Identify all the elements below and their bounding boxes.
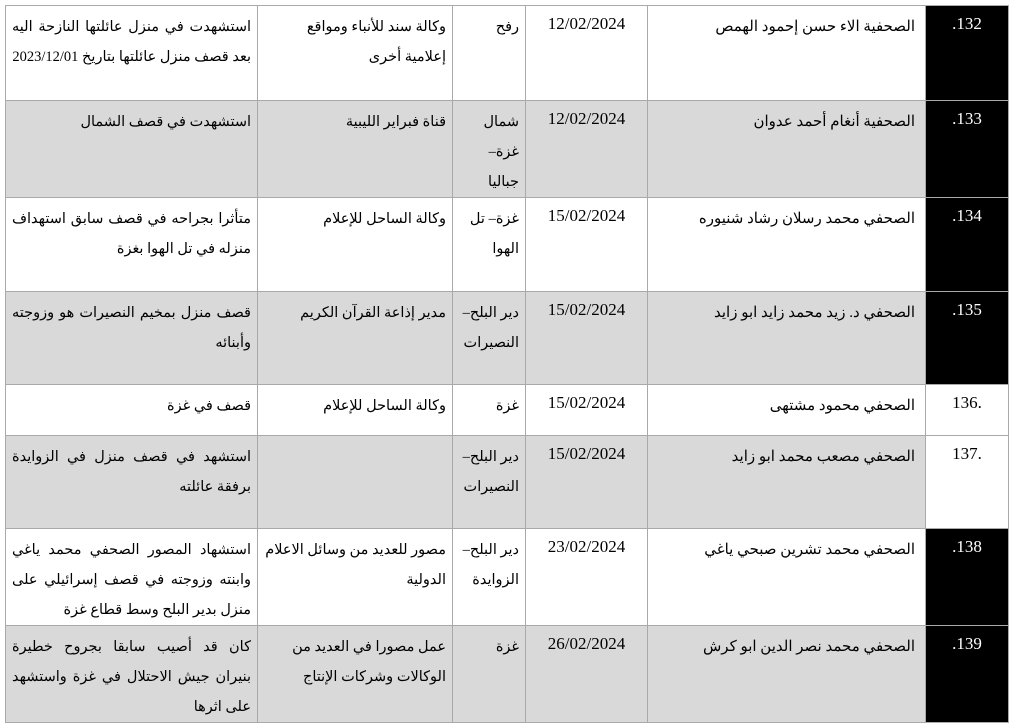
note-cell: استشهد في قصف منزل في الزوايدة برفقة عائلته: [6, 436, 258, 529]
agency-cell: وكالة الساحل للإعلام: [258, 385, 453, 436]
agency-cell: قناة فبراير الليبية: [258, 101, 453, 198]
row-number: 137.: [926, 436, 1009, 529]
journalists-table: [5, 5, 1009, 723]
row-number: .138: [926, 529, 1009, 626]
place-cell: غزة– تل الهوا: [453, 198, 526, 292]
row-number: .135: [926, 292, 1009, 385]
agency-cell: وكالة الساحل للإعلام: [258, 198, 453, 292]
table-row: [6, 198, 1009, 292]
place-cell: دير البلح– النصيرات: [453, 436, 526, 529]
table-row: [6, 6, 1009, 101]
table-row: [6, 292, 1009, 385]
row-number: .133: [926, 101, 1009, 198]
note-cell: استشهدت في منزل عائلتها النازحة اليه بعد قصف منزل عائلتها بتاريخ 2023/12/01: [6, 6, 258, 101]
table-row: [6, 626, 1009, 723]
note-cell: استشهدت في قصف الشمال: [6, 101, 258, 198]
date-cell: 15/02/2024: [526, 436, 648, 529]
table-row: [6, 385, 1009, 436]
note-cell: متأثرا بجراحه في قصف سابق استهداف منزله في تل الهوا بغزة: [6, 198, 258, 292]
date-cell: 26/02/2024: [526, 626, 648, 723]
place-cell: شمال غزة– جباليا: [453, 101, 526, 198]
table-row: [6, 101, 1009, 198]
table-row: [6, 529, 1009, 626]
agency-cell: عمل مصورا في العديد من الوكالات وشركات الإنتاج: [258, 626, 453, 723]
agency-cell: [258, 436, 453, 529]
date-cell: 12/02/2024: [526, 101, 648, 198]
note-cell: قصف منزل بمخيم النصيرات هو وزوجته وأبنائه: [6, 292, 258, 385]
row-number: .132: [926, 6, 1009, 101]
date-cell: 15/02/2024: [526, 385, 648, 436]
note-cell: استشهاد المصور الصحفي محمد ياغي وابنته وزوجته في قصف إسرائيلي على منزل بدير البلح وسط قطاع غزة: [6, 529, 258, 626]
name-cell: الصحفي محمود مشتهى: [648, 385, 926, 436]
place-cell: رفح: [453, 6, 526, 101]
name-cell: الصحفي محمد تشرين صبحي ياغي: [648, 529, 926, 626]
name-cell: الصحفية أنغام أحمد عدوان: [648, 101, 926, 198]
place-cell: غزة: [453, 385, 526, 436]
table-row: [6, 436, 1009, 529]
agency-cell: مصور للعديد من وسائل الاعلام الدولية: [258, 529, 453, 626]
name-cell: الصحفي د. زيد محمد زايد ابو زايد: [648, 292, 926, 385]
note-cell: قصف في غزة: [6, 385, 258, 436]
agency-cell: مدير إذاعة القرآن الكريم: [258, 292, 453, 385]
date-cell: 12/02/2024: [526, 6, 648, 101]
place-cell: غزة: [453, 626, 526, 723]
note-cell: كان قد أصيب سابقا بجروح خطيرة بنيران جيش الاحتلال في غزة واستشهد على اثرها: [6, 626, 258, 723]
name-cell: الصحفي محمد نصر الدين ابو كرش: [648, 626, 926, 723]
name-cell: الصحفية الاء حسن إحمود الهمص: [648, 6, 926, 101]
date-cell: 23/02/2024: [526, 529, 648, 626]
date-cell: 15/02/2024: [526, 292, 648, 385]
name-cell: الصحفي مصعب محمد ابو زايد: [648, 436, 926, 529]
agency-cell: وكالة سند للأنباء ومواقع إعلامية أخرى: [258, 6, 453, 101]
name-cell: الصحفي محمد رسلان رشاد شنيوره: [648, 198, 926, 292]
date-cell: 15/02/2024: [526, 198, 648, 292]
row-number: .139: [926, 626, 1009, 723]
row-number: .134: [926, 198, 1009, 292]
place-cell: دير البلح– الزوايدة: [453, 529, 526, 626]
row-number: 136.: [926, 385, 1009, 436]
place-cell: دير البلح– النصيرات: [453, 292, 526, 385]
